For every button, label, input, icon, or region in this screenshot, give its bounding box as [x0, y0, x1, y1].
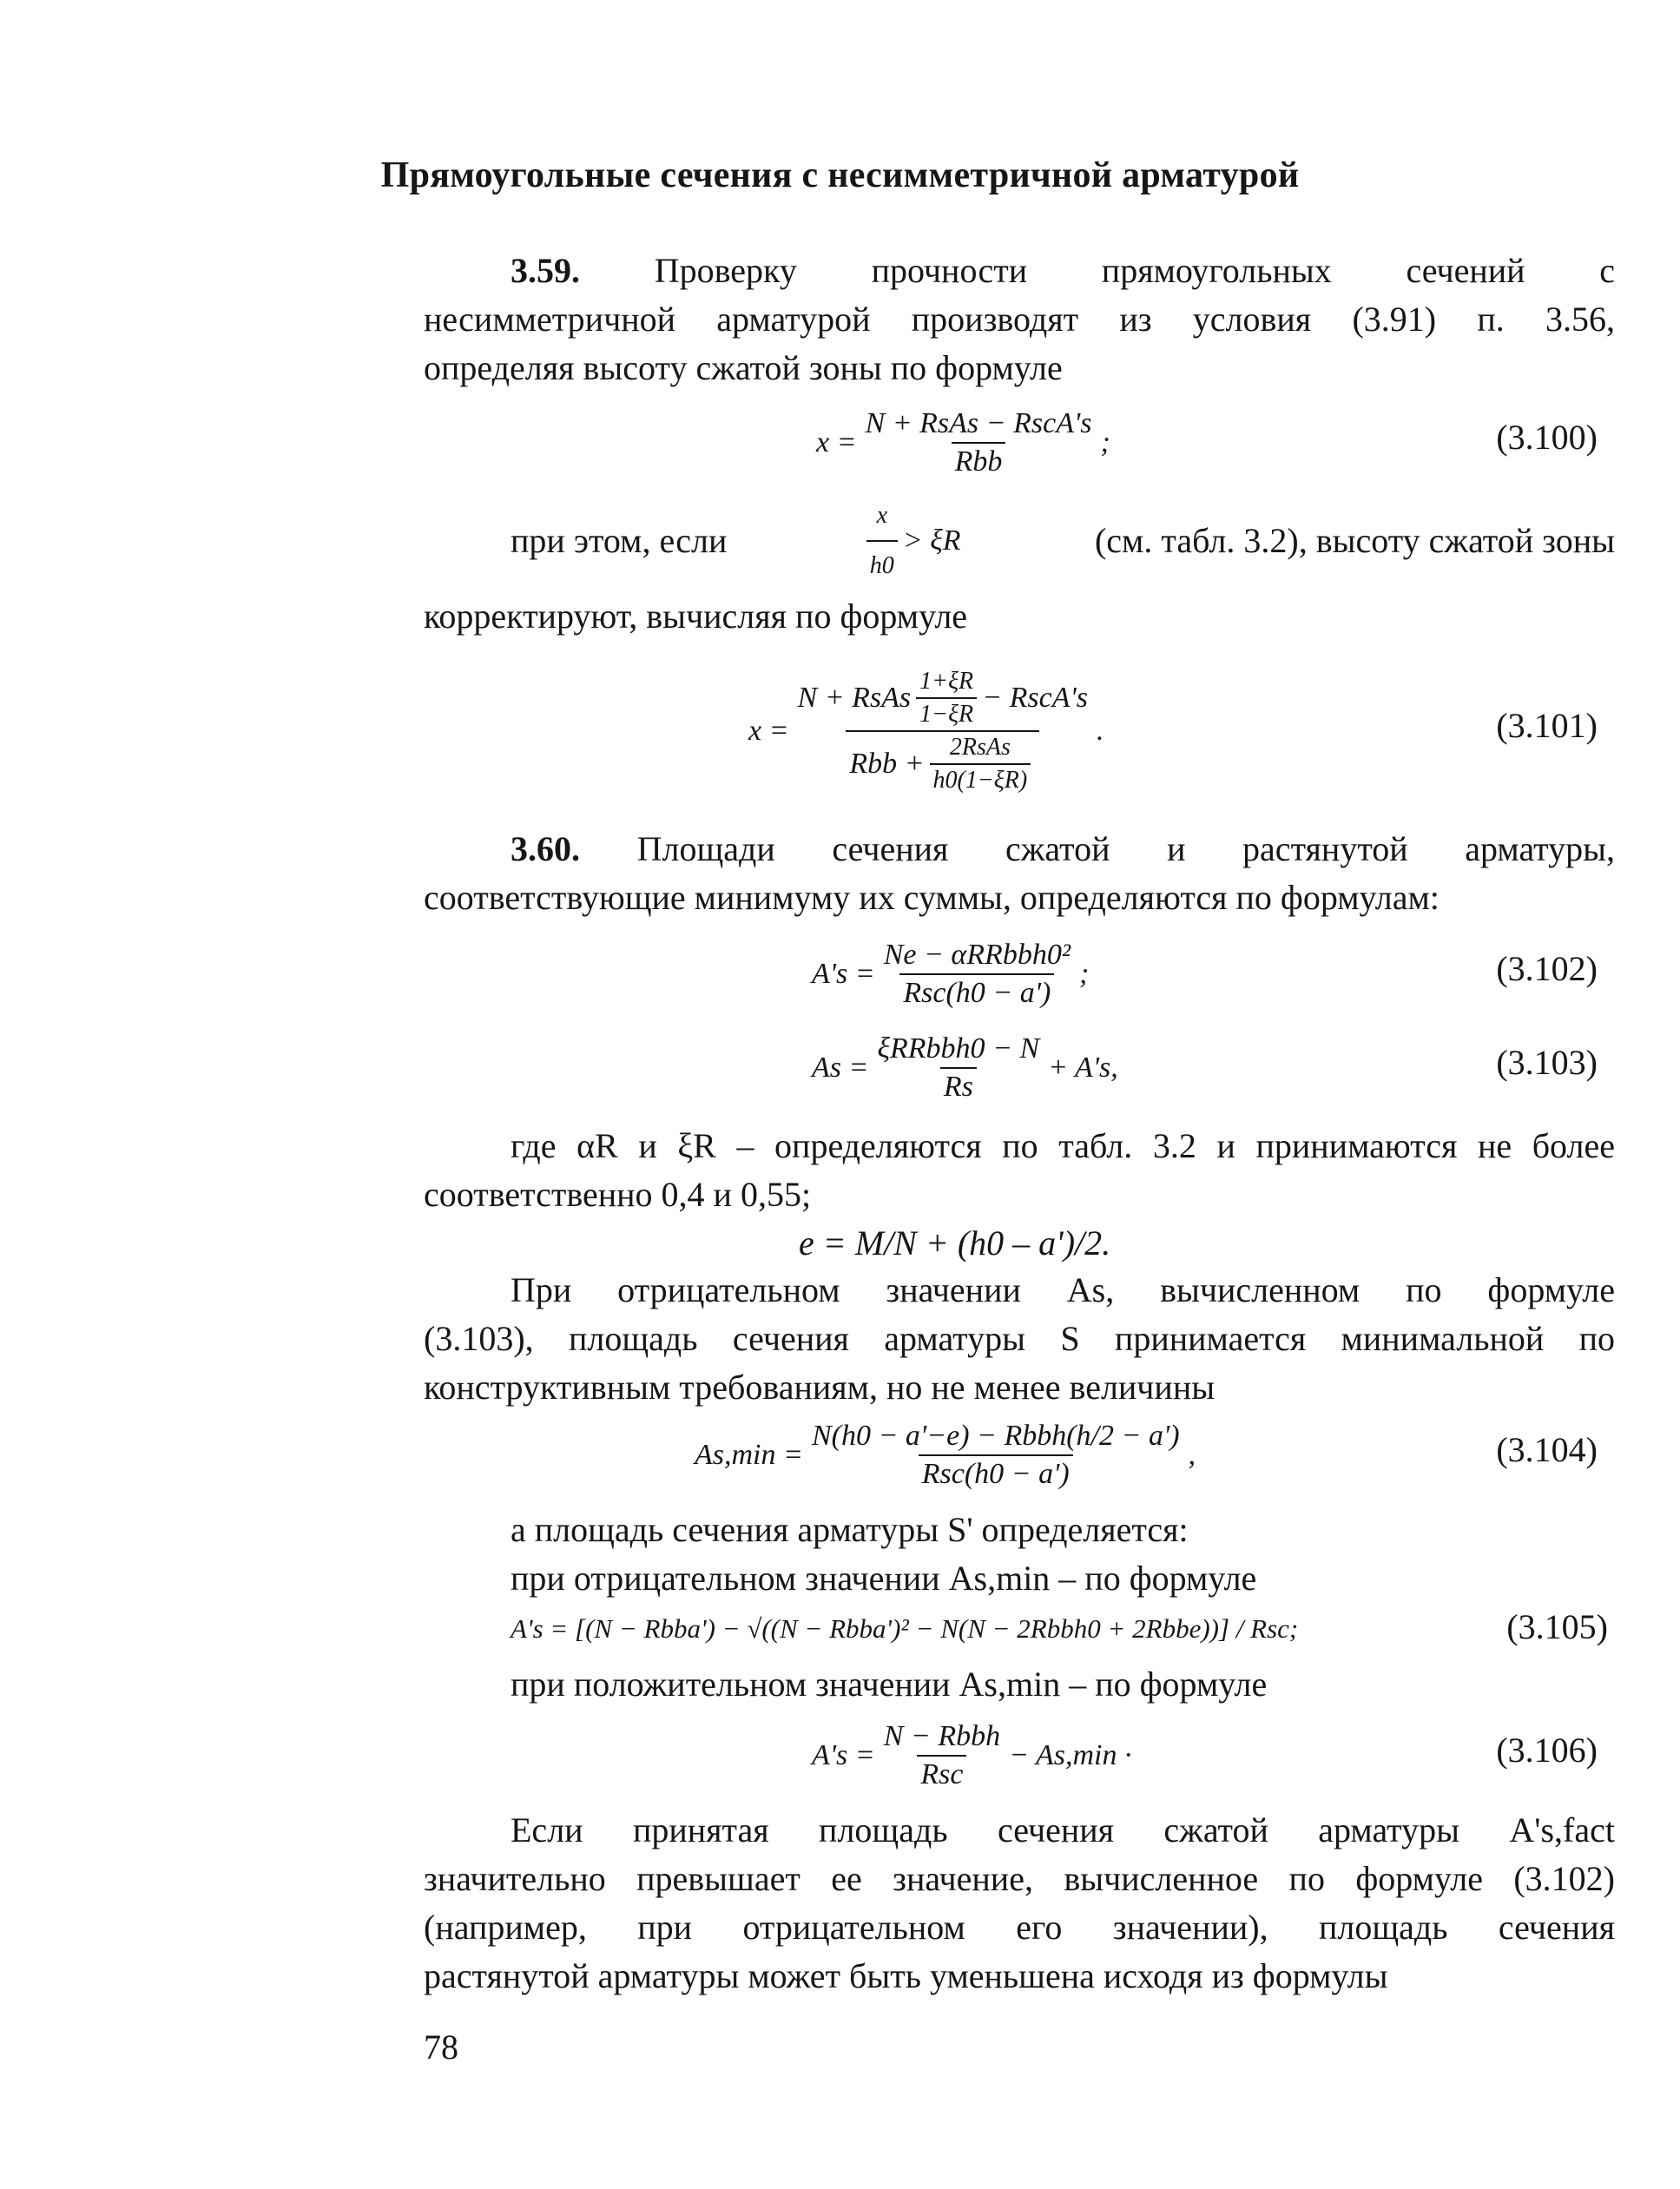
formula-3-102 — [812, 927, 1089, 1021]
formula-tail: ; — [1079, 958, 1090, 990]
numerator: N(h0 − a'−e) − Rbbh(h/2 − a') — [811, 1420, 1180, 1452]
fraction-x-over-h0 — [866, 493, 898, 589]
formula-lhs: x = — [748, 715, 789, 747]
formula-lhs: As,min = — [695, 1439, 803, 1471]
paragraph-3-59-line-1 — [511, 248, 1615, 293]
equation-number-3-102: (3.102) — [1496, 949, 1598, 988]
final-line-2: значительно превышает ее значение, вычисленное по формуле (3.102) — [424, 1859, 1615, 1898]
paragraph-3-60-line-2: соответствующие минимуму их суммы, определяются по формулам: — [424, 878, 1440, 917]
paragraph-text: Проверку прочности прямоугольных сечений с — [654, 251, 1615, 290]
where-line-2: соответственно 0,4 и 0,55; — [424, 1175, 812, 1214]
after-104-line-2: при отрицательном значении As,min – по формуле — [511, 1559, 1257, 1598]
formula-3-103 — [812, 1023, 1118, 1113]
paragraph-text: Площади сечения сжатой и растянутой арматуры, — [636, 829, 1615, 868]
numerator: ξRRbbh0 − N — [877, 1032, 1040, 1065]
formula-tail: ; — [1100, 426, 1110, 458]
formula-3-106 — [812, 1711, 1131, 1801]
negative-line-3: конструктивным требованиям, но не менее величины — [424, 1368, 1216, 1407]
denominator-part-a: Rbb + — [849, 748, 925, 780]
den-fraction-numerator: 2RsAs — [949, 734, 1011, 761]
denominator: Rbb — [952, 442, 1006, 478]
equation-number-3-105: (3.105) — [1506, 1607, 1608, 1646]
condition-post: (см. табл. 3.2), высоту сжатой зоны — [1094, 521, 1615, 560]
formula-lhs: As = — [812, 1052, 869, 1084]
condition-inequality — [861, 493, 961, 589]
formula-3-101 — [748, 644, 1104, 818]
formula-tail: − As,min · — [1009, 1739, 1132, 1771]
numerator-part-b: − RscA's — [982, 682, 1088, 714]
final-line-1: Если принятая площадь сечения сжатой арматуры A's,fact — [511, 1810, 1615, 1849]
numerator: x — [876, 502, 887, 529]
formula-lhs: x = — [816, 426, 857, 458]
formula-3-104 — [695, 1408, 1196, 1502]
main-fraction — [794, 668, 1091, 795]
numerator: N − Rbbh — [883, 1720, 1001, 1752]
where-line-1: где αR и ξR – определяются по табл. 3.2 и принимаются не более — [511, 1126, 1615, 1165]
e-formula: e = M/N + (h0 – a')/2. — [799, 1223, 1111, 1263]
den-fraction-denominator: h0(1−ξR) — [930, 763, 1031, 795]
after-104-line-1: а площадь сечения арматуры S' определяется: — [511, 1510, 1189, 1549]
denominator: Rsc — [917, 1755, 966, 1791]
equation-number-3-100: (3.100) — [1496, 418, 1598, 457]
paragraph-3-60-line-1 — [511, 827, 1615, 872]
fraction — [862, 407, 1096, 478]
equation-number-3-104: (3.104) — [1496, 1430, 1598, 1469]
condition-pre: при этом, если — [511, 521, 728, 560]
negative-line-2: (3.103), площадь сечения арматуры S принимается минимальной по — [424, 1319, 1615, 1358]
fraction — [873, 1032, 1043, 1104]
equation-number-3-106: (3.106) — [1496, 1731, 1598, 1770]
equation-number-3-103: (3.103) — [1496, 1043, 1598, 1082]
condition-line — [511, 502, 1615, 580]
positive-line: при положительном значении As,min – по формуле — [511, 1665, 1268, 1704]
numerator — [794, 668, 1091, 730]
formula-3-105 — [511, 1605, 1405, 1653]
formula-lhs: A's = — [812, 1739, 875, 1771]
section-heading: Прямоугольные сечения с несимметричной арматурой — [380, 155, 1300, 195]
formula-body: A's = [(N − Rbba') − √((N − Rbba')² − N(N − 2Rbbh0 + 2Rbbe))] / Rsc; — [511, 1613, 1299, 1644]
paragraph-3-59-line-3: определяя высоту сжатой зоны по формуле — [424, 348, 1063, 387]
numerator: Ne − αRRbbh0² — [883, 939, 1071, 971]
inner-denominator: 1−ξR — [916, 697, 977, 729]
denominator — [846, 730, 1039, 795]
paragraph-3-59-line-2: несимметричной арматурой производят из условия (3.91) п. 3.56, — [424, 300, 1615, 339]
fraction — [808, 1420, 1183, 1491]
denominator: h0 — [866, 540, 898, 589]
formula-tail: . — [1096, 715, 1104, 747]
page-number: 78 — [424, 2027, 458, 2067]
final-line-3: (например, при отрицательном его значении), площадь сечения — [424, 1908, 1615, 1947]
equation-number-3-101: (3.101) — [1496, 706, 1598, 745]
inner-numerator: 1+ξR — [919, 668, 974, 695]
fraction — [880, 1720, 1004, 1791]
condition-line-2: корректируют, вычисляя по формуле — [424, 597, 968, 636]
numerator-part-a: N + RsAs — [797, 682, 912, 714]
denominator: Rsc(h0 − a') — [919, 1454, 1073, 1491]
formula-3-100 — [816, 395, 1110, 491]
clause-number-3-60: 3.60. — [511, 829, 580, 868]
denominator: Rs — [940, 1067, 977, 1104]
fraction — [880, 939, 1074, 1010]
formula-lhs: A's = — [812, 958, 875, 990]
denominator: Rsc(h0 − a') — [899, 973, 1054, 1010]
inner-fraction — [916, 668, 977, 729]
negative-line-1: При отрицательном значении As, вычисленном по формуле — [511, 1270, 1615, 1309]
final-line-4: растянутой арматуры может быть уменьшена исходя из формулы — [424, 1956, 1388, 1995]
formula-tail: + A's, — [1048, 1052, 1118, 1084]
relation: > ξR — [902, 524, 961, 557]
denominator-fraction — [930, 734, 1031, 795]
formula-tail: , — [1188, 1439, 1196, 1471]
numerator: N + RsAs − RscA's — [865, 407, 1092, 439]
clause-number-3-59: 3.59. — [511, 251, 580, 290]
